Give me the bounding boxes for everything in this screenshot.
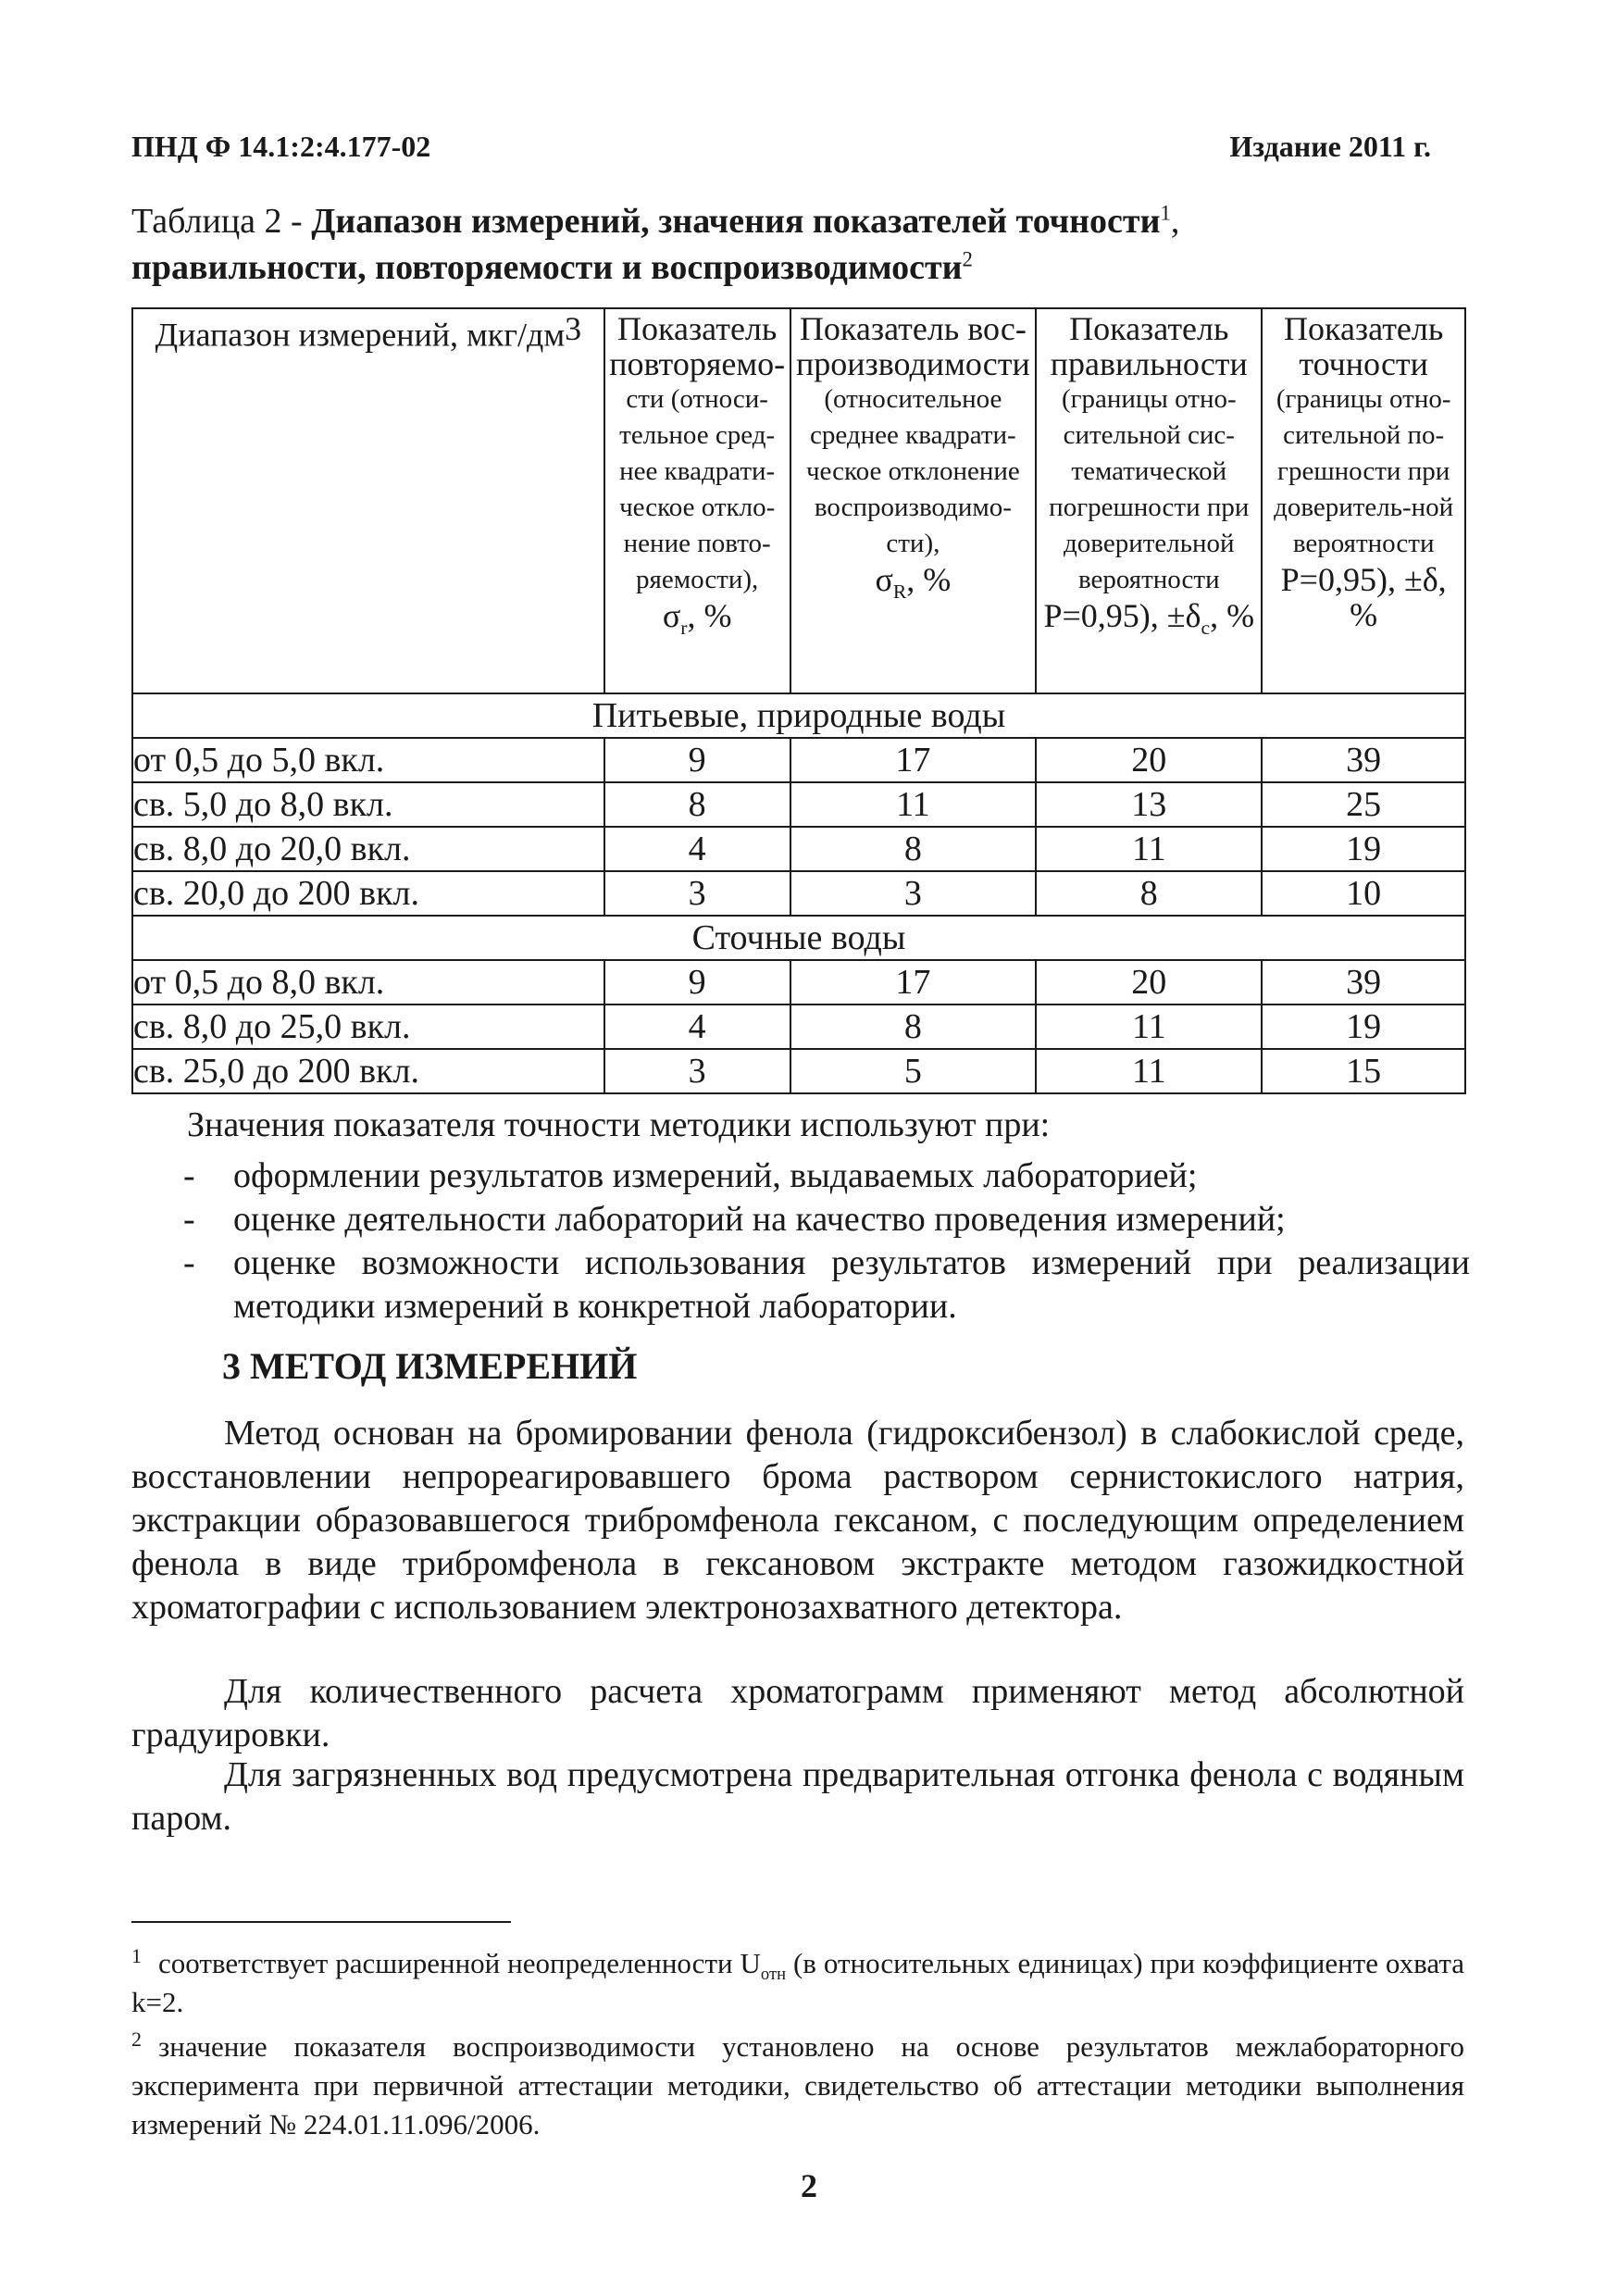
usage-item [183, 1198, 1470, 1242]
table-caption-comma: , [1170, 202, 1180, 241]
section-title-waste: Сточные воды [132, 916, 1465, 960]
cell-range: от 0,5 до 8,0 вкл. [132, 960, 604, 1004]
cell-delta-c: 11 [1036, 1049, 1262, 1093]
cell-delta: 15 [1262, 1049, 1465, 1093]
cell-sigma-R: 11 [790, 782, 1037, 827]
header-repeatability [604, 308, 790, 693]
table-caption-prefix: Таблица 2 - [131, 202, 312, 241]
header-reproducibility-symbol: $\sigma_R$, % [875, 561, 952, 604]
cell-sigma-r: 9 [604, 960, 790, 1004]
table-row [132, 827, 1465, 871]
header-reproducibility [790, 308, 1037, 693]
footnote-1-sub: отн [760, 1965, 787, 1985]
dash-marker: - [183, 1156, 195, 1195]
cell-range: св. 20,0 до 200 вкл. [132, 871, 604, 916]
table-caption-title-1: Диапазон измерений, значения показателей точности [311, 202, 1161, 241]
cell-sigma-r: 4 [604, 827, 790, 871]
table-header-row [132, 308, 1465, 693]
header-accuracy-symbol: P=0,95), ±δ, % [1280, 561, 1447, 633]
cell-sigma-R: 17 [790, 960, 1037, 1004]
cell-delta: 19 [1262, 1004, 1465, 1049]
footnote-2-mark: 2 [131, 2027, 142, 2051]
footnote-1 [131, 1944, 1464, 2022]
usage-item-text: оформлении результатов измерений, выдаваемых лабораторией; [233, 1156, 1198, 1195]
section-title-drinking: Питьевые, природные воды [132, 693, 1465, 738]
cell-delta: 39 [1262, 960, 1465, 1004]
footnote-separator [131, 1921, 511, 1923]
document-code: ПНД Ф 14.1:2:4.177-02 [131, 130, 431, 163]
header-trueness [1036, 308, 1262, 693]
usage-item-text: оценке возможности использования результатов измерений при реализации методики измерений в конкретной лаборатории. [233, 1243, 1470, 1326]
footnote-2-text: значение показателя воспроизводимости установлено на основе результатов межлабораторного эксперимента при первичной аттестации методики, свидетельство об аттестации методики выполнения измерений № 224.01.11.096/2006. [131, 2030, 1464, 2140]
section-row [132, 916, 1465, 960]
method-paragraph: Метод основан на бромировании фенола (гидроксибензол) в слабокислой среде, восстановлении непрореагировавшего брома раствором сернистокислого натрия, экстракции образовавшегося трибромфенола гексаном, с последующим определением фенола в виде трибромфенола в гексановом экстракте методом газожидкостной хроматографии с использованием электронозахватного детектора. [131, 1414, 1464, 1627]
edition-label: Издание 2011 г. [1229, 130, 1431, 163]
cell-range: от 0,5 до 5,0 вкл. [132, 738, 604, 782]
header-repeatability-title: Показатель повторяемо- [609, 310, 786, 382]
header-trueness-desc: (границы отно-сительной сис-тематической погрешности при доверительной вероятности [1049, 384, 1250, 594]
calculation-paragraph: Для количественного расчета хроматограмм применяют метод абсолютной градуировки. [131, 1672, 1464, 1754]
cell-sigma-R: 17 [790, 738, 1037, 782]
table-row [132, 960, 1465, 1004]
cell-delta: 19 [1262, 827, 1465, 871]
cell-sigma-r: 8 [604, 782, 790, 827]
table-row [132, 1004, 1465, 1049]
header-trueness-title: Показатель правильности [1050, 310, 1248, 382]
table-row [132, 1049, 1465, 1093]
table-row [132, 782, 1465, 827]
table-row [132, 738, 1465, 782]
footnote-1-mark: 1 [131, 1943, 142, 1967]
table-caption [131, 198, 1464, 291]
footnote-ref-1: 1 [1160, 201, 1171, 225]
header-reproducibility-desc: (относительное среднее квадрати-ческое отклонение воспроизводимо-сти), [805, 384, 1020, 558]
footnote-1-text-a: соответствует расширенной неопределенности U [158, 1947, 761, 1979]
header-trueness-symbol: P=0,95), $\pm\delta_c$, % [1043, 597, 1255, 640]
usage-intro: Значения показателя точности методики используют при: [187, 1105, 1051, 1144]
header-repeatability-desc: сти (относи-тельное сред-нее квадрати-ческое откло-нение повто-ряемости), [619, 384, 776, 594]
cell-delta-c: 20 [1036, 960, 1262, 1004]
header-accuracy-desc: (границы отно-сительной по-грешности при доверитель-ной вероятности [1274, 384, 1454, 558]
header-range-label: Диапазон измерений, мкг/дм [155, 316, 566, 354]
cell-sigma-r: 4 [604, 1004, 790, 1049]
cell-sigma-R: 5 [790, 1049, 1037, 1093]
section-heading: 3 МЕТОД ИЗМЕРЕНИЙ [222, 1345, 638, 1387]
header-accuracy-title: Показатель точности [1284, 310, 1444, 382]
cell-delta: 25 [1262, 782, 1465, 827]
table-caption-title-2: правильности, повторяемости и воспроизводимости [131, 248, 963, 287]
cell-delta-c: 13 [1036, 782, 1262, 827]
distillation-paragraph: Для загрязненных вод предусмотрена предварительная отгонка фенола с водяным паром. [131, 1755, 1464, 1838]
header-range-sup: 3 [565, 310, 582, 347]
footnote-ref-2: 2 [962, 247, 973, 271]
dash-marker: - [183, 1200, 195, 1239]
cell-range: св. 5,0 до 8,0 вкл. [132, 782, 604, 827]
header-range [132, 308, 604, 693]
section-row [132, 693, 1465, 738]
cell-range: св. 8,0 до 25,0 вкл. [132, 1004, 604, 1049]
usage-item [183, 1154, 1470, 1198]
cell-delta: 39 [1262, 738, 1465, 782]
cell-range: св. 8,0 до 20,0 вкл. [132, 827, 604, 871]
cell-delta-c: 20 [1036, 738, 1262, 782]
cell-sigma-r: 3 [604, 1049, 790, 1093]
header-accuracy [1262, 308, 1465, 693]
cell-delta-c: 11 [1036, 1004, 1262, 1049]
footnote-2 [131, 2028, 1464, 2144]
cell-delta: 10 [1262, 871, 1465, 916]
dash-marker: - [183, 1243, 195, 1282]
usage-item [183, 1242, 1470, 1329]
cell-sigma-R: 8 [790, 827, 1037, 871]
cell-sigma-r: 3 [604, 871, 790, 916]
usage-item-text: оценке деятельности лабораторий на качество проведения измерений; [233, 1200, 1286, 1239]
cell-sigma-r: 9 [604, 738, 790, 782]
accuracy-table [131, 307, 1466, 1094]
table-row [132, 871, 1465, 916]
cell-delta-c: 8 [1036, 871, 1262, 916]
cell-delta-c: 11 [1036, 827, 1262, 871]
header-reproducibility-title: Показатель вос-производимости [796, 310, 1030, 382]
header-repeatability-symbol: $\sigma_r$, % [662, 597, 732, 640]
cell-range: св. 25,0 до 200 вкл. [132, 1049, 604, 1093]
footnote-1-text-b: (в относительных единицах) при коэффициенте охвата k=2. [131, 1947, 1464, 2018]
cell-sigma-R: 3 [790, 871, 1037, 916]
page-number: 2 [801, 2167, 817, 2204]
cell-sigma-R: 8 [790, 1004, 1037, 1049]
